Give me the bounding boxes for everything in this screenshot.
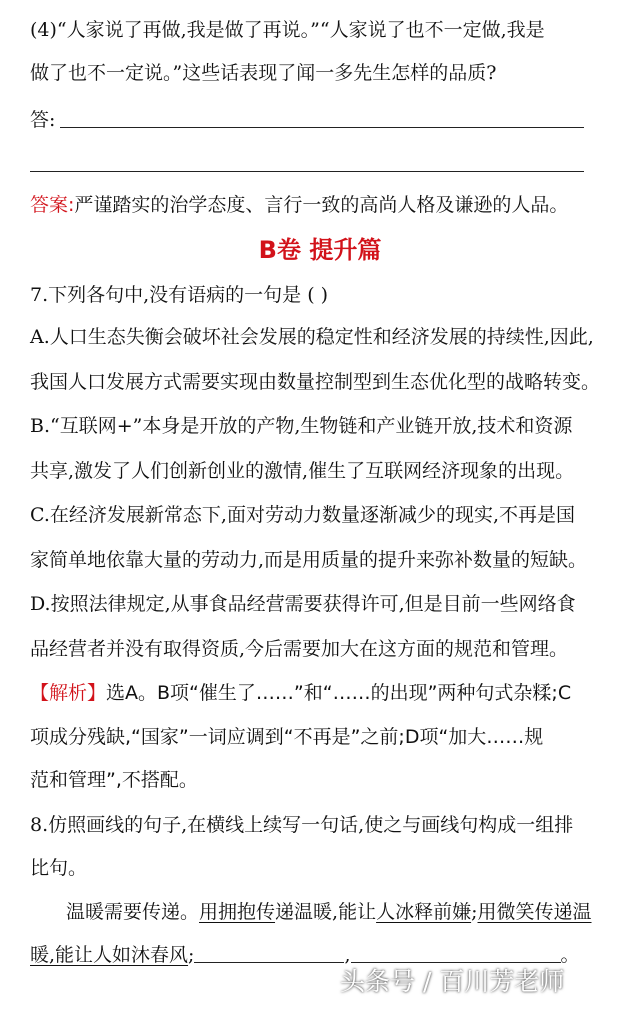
section-title: B卷 提升篇	[258, 236, 382, 264]
analysis-line-3: 范和管理”,不搭配。	[30, 769, 198, 791]
q7-option-b-2: 共享,激发了人们创新创业的激情,催生了互联网经济现象的出现。	[30, 460, 575, 482]
answer-key-label: 答案:	[30, 194, 75, 216]
q8-blank-2[interactable]	[351, 942, 561, 963]
answer-blank-line-1	[60, 127, 584, 128]
q7-option-b-1: B.“互联网+”本身是开放的产物,生物链和产业链开放,技术和资源	[30, 415, 573, 437]
q7-option-d-1: D.按照法律规定,从事食品经营需要获得许可,但是目前一些网络食	[30, 593, 576, 615]
answer-key-text: 严谨踏实的治学态度、言行一致的高尚人格及谦逊的人品。	[74, 194, 569, 216]
q8-text-1: 递温暖,能让	[275, 901, 377, 923]
q4-line-2: 做了也不一定说。”这些话表现了闻一多先生怎样的品质?	[30, 62, 497, 84]
q8-underlined-3: 用微笑传递温	[477, 901, 592, 923]
analysis-line-2: 项成分残缺,“国家”一词应调到“不再是”之前;D项“加大……规	[30, 726, 544, 748]
q8-text-2: ;	[471, 901, 478, 923]
q8-example-line-1	[66, 897, 612, 927]
analysis-line-1	[30, 678, 612, 708]
answer-blank-line-2	[30, 171, 584, 172]
q7-option-a-2: 我国人口发展方式需要实现由数量控制型到生态优化型的战略转变。	[30, 371, 601, 393]
q7-option-d-2: 品经营者并没有取得资质,今后需要加大在这方面的规范和管理。	[30, 638, 569, 660]
q8-blank-1[interactable]	[194, 942, 344, 963]
q7-stem: 7.下列各句中,没有语病的一句是 ( )	[30, 284, 329, 306]
q8-text-4: ,	[344, 944, 351, 966]
analysis-label: 【解析】	[30, 682, 107, 704]
watermark: 头条号 / 百川芳老师	[340, 967, 565, 996]
analysis-text-1: 选A。B项“催生了……”和“……的出现”两种句式杂糅;C	[106, 682, 572, 704]
q8-underlined-4: 暖,能让人如沐春风	[30, 944, 189, 966]
q8-underlined-2: 人冰释前嫌	[376, 901, 472, 923]
q8-text-3: ;	[188, 944, 195, 966]
q7-option-a-1: A.人口生态失衡会破坏社会发展的稳定性和经济发展的持续性,因此,	[30, 326, 594, 348]
q8-example-intro: 温暖需要传递。	[66, 901, 200, 923]
q4-line-1: (4)“人家说了再做,我是做了再说。”“人家说了也不一定做,我是	[30, 19, 545, 41]
q7-option-c-1: C.在经济发展新常态下,面对劳动力数量逐渐减少的现实,不再是国	[30, 504, 575, 526]
q8-underlined-1: 用拥抱传	[199, 901, 276, 923]
q8-stem-2: 比句。	[30, 857, 88, 879]
answer-prefix: 答:	[30, 109, 56, 131]
q8-text-5: 。	[560, 944, 580, 966]
q8-stem-1: 8.仿照画线的句子,在横线上续写一句话,使之与画线句构成一组排	[30, 814, 574, 836]
q7-option-c-2: 家简单地依靠大量的劳动力,而是用质量的提升来弥补数量的短缺。	[30, 549, 588, 571]
answer-key	[30, 190, 612, 220]
